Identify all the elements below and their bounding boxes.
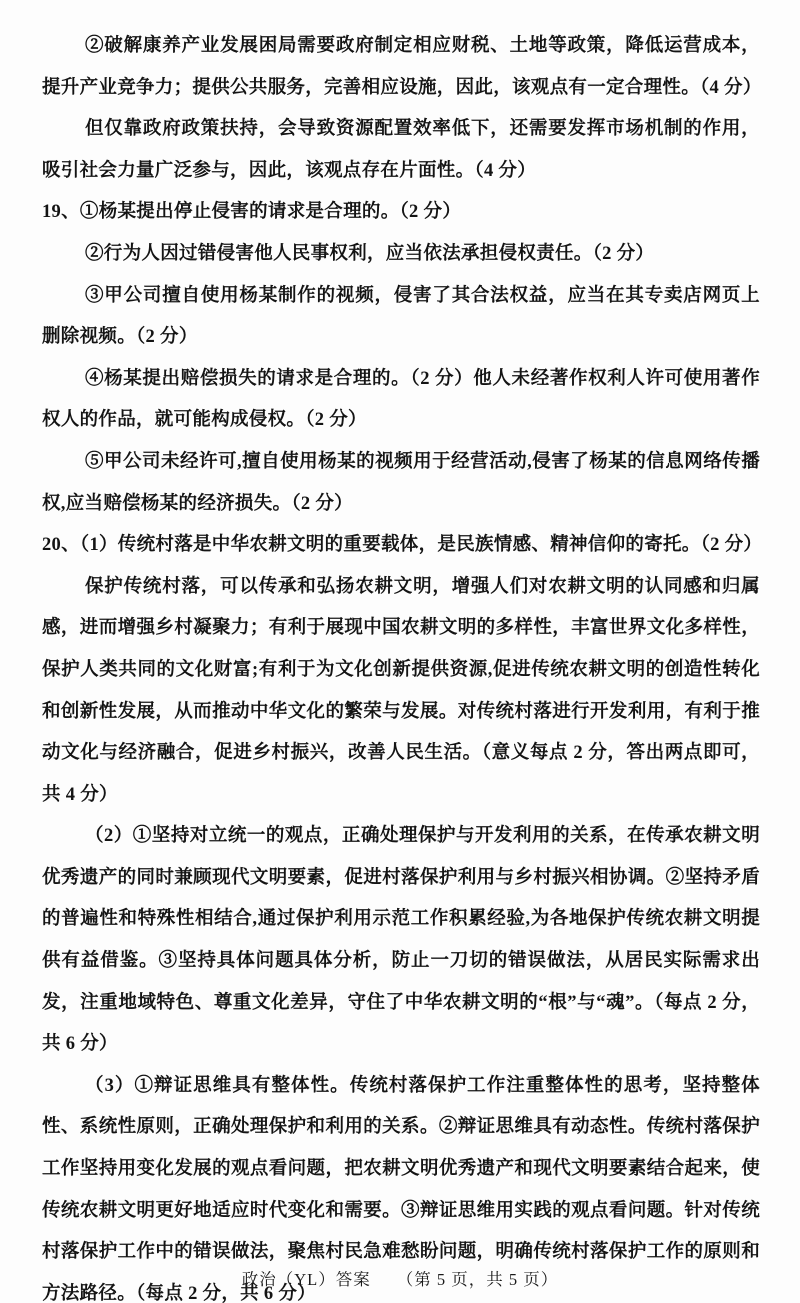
answer-paragraph: 但仅靠政府政策扶持，会导致资源配置效率低下，还需要发挥市场机制的作用，吸引社会力量广泛参与，因此，该观点存在片面性。（4 分） [42,119,760,181]
answer-paragraph: 保护传统村落，可以传承和弘扬农耕文明，增强人们对农耕文明的认同感和归属感，进而增强乡村凝聚力；有利于展现中国农耕文明的多样性，丰富世界文化多样性，保护人类共同的文化财富;有利于为文化创新提供资源,促进传统农耕文明的创造性转化和创新性发展，从而推动中华文化的繁荣与发展。对传统村落进行开发利用，有利于推动文化与经济融合，促进乡村振兴，改善人民生活。（意义每点 2 分，答出两点即可，共 4 分） [42,576,760,805]
answer-paragraph: ④杨某提出赔偿损失的请求是合理的。（2 分）他人未经著作权利人许可使用著作权人的作品，就可能构成侵权。（2 分） [42,368,760,431]
footer-page-info: （第 5 页，共 5 页） [396,1270,559,1289]
answer-paragraph-q19: 19、①杨某提出停止侵害的请求是合理的。（2 分） [42,202,462,223]
answer-paragraph: （3）①辩证思维具有整体性。传统村落保护工作注重整体性的思考，坚持整体性、系统性原则，正确处理保护和利用的关系。②辩证思维具有动态性。传统村落保护工作坚持用变化发展的观点看问题，把农耕文明优秀遗产和现代文明要素结合起来，使传统农耕文明更好地适应时代变化和需要。③辩证思维用实践的观点看问题。针对传统村落保护工作中的错误做法，聚焦村民急难愁盼问题，明确传统村落保护工作的原则和方法路径。（每点 2 分，共 6 分） [42,1075,760,1303]
answer-paragraph: （2）①坚持对立统一的观点，正确处理保护与开发利用的关系，在传承农耕文明优秀遗产的同时兼顾现代文明要素，促进村落保护利用与乡村振兴相协调。②坚持矛盾的普遍性和特殊性相结合,通过保护利用示范工作积累经验,为各地保护传统农耕文明提供有益借鉴。③坚持具体问题具体分析，防止一刀切的错误做法，从居民实际需求出发，注重地域特色、尊重文化差异，守住了中华农耕文明的“根”与“魂”。（每点 2 分，共 6 分） [42,826,760,1055]
footer-doc-title: 政治（YL）答案 [241,1270,371,1289]
answer-paragraph: ⑤甲公司未经许可,擅自使用杨某的视频用于经营活动,侵害了杨某的信息网络传播权,应当赔偿杨某的经济损失。（2 分） [42,451,760,514]
answer-paragraph-q20: 20、（1）传统村落是中华农耕文明的重要载体，是民族情感、精神信仰的寄托。（2 分） [42,535,763,556]
answer-paragraph: ②破解康养产业发展困局需要政府制定相应财税、土地等政策，降低运营成本，提升产业竞争力；提供公共服务，完善相应设施，因此，该观点有一定合理性。（4 分） [42,36,762,98]
answers-body [42,26,763,1303]
page-footer [0,1266,800,1290]
answer-paragraph: ②行为人因过错侵害他人民事权利，应当依法承担侵权责任。（2 分） [85,243,655,264]
answer-paragraph: ③甲公司擅自使用杨某制作的视频，侵害了其合法权益，应当在其专卖店网页上删除视频。（2 分） [42,285,760,348]
